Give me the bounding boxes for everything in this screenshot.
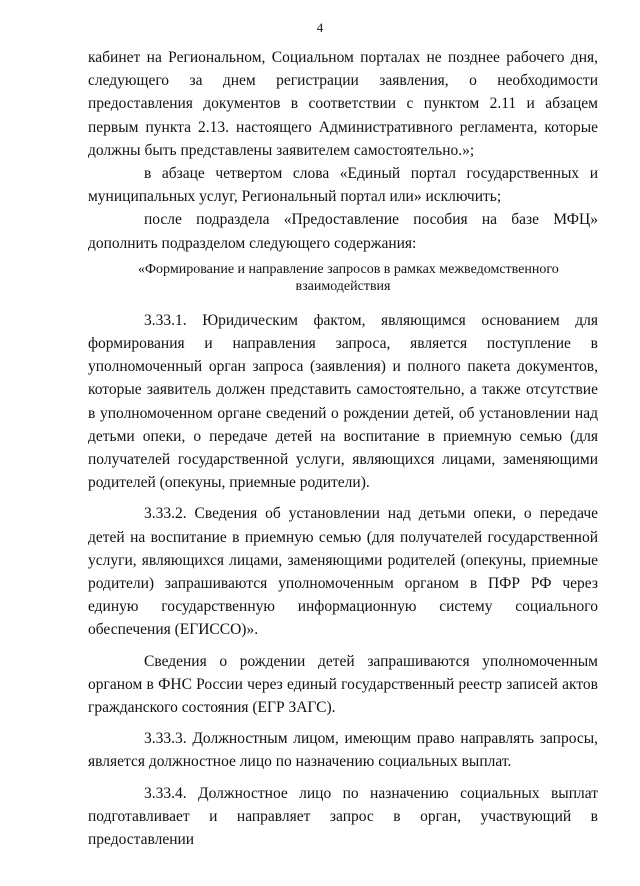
paragraph-amendment-addition: после подраздела «Предоставление пособия на базе МФЦ» дополнить подразделом следующего содержания: [88,211,598,252]
clause-3-33-1: 3.33.1. Юридическим фактом, являющимся основанием для формирования и направления запроса, является поступление в уполномоченный орган запроса (заявления) и полного пакета документов, которые заявитель должен представить самостоятельно, а также отсутствие в уполномоченном органе сведений о рождении детей, об установлении над детьми опеки, о передаче детей на воспитание в приемную семью (для получателей государственной услуги, являющихся лицами, заменяющими родителей (опекуны, приемные родители). [88,311,598,492]
subsection-heading [88,261,598,295]
subsection-heading-line-1: «Формирование и направление запросов в рамках межведомственного [138,261,559,277]
document-body [88,46,598,851]
clause-3-33-2-birth-info: Сведения о рождении детей запрашиваются уполномоченным органом в ФНС России через единый государственный реестр записей актов гражданского состояния (ЕГР ЗАГС). [88,652,598,717]
subsection-heading-line-2: взаимодействия [295,278,391,294]
clause-3-33-4: 3.33.4. Должностное лицо по назначению социальных выплат подготавливает и направляет запрос в орган, участвующий в предоставлении [88,784,598,849]
clause-3-33-2: 3.33.2. Сведения об установлении над детьми опеки, о передаче детей на воспитание в приемную семью (для получателей государственной услуги, являющихся лицами, заменяющими родителей (опекуны, приемные родители) запрашиваются уполномоченным органом в ПФР РФ через единую государственную информационную систему социального обеспечения (ЕГИССО)». [88,505,598,639]
paragraph-continuation: кабинет на Региональном, Социальном порталах не позднее рабочего дня, следующего за днем регистрации заявления, о необходимости предоставления документов в соответствии с пунктом 2.11 и абзацем первым пункта 2.13. настоящего Административного регламента, которые должны быть представлены заявителем самостоятельно.»; [88,49,598,159]
page-number: 4 [316,20,324,35]
clause-3-33-3: 3.33.3. Должностным лицом, имеющим право направлять запросы, является должностное лицо по назначению социальных выплат. [88,730,598,771]
paragraph-amendment-exclusion: в абзаце четвертом слова «Единый портал государственных и муниципальных услуг, Региональный портал или» исключить; [88,165,598,206]
